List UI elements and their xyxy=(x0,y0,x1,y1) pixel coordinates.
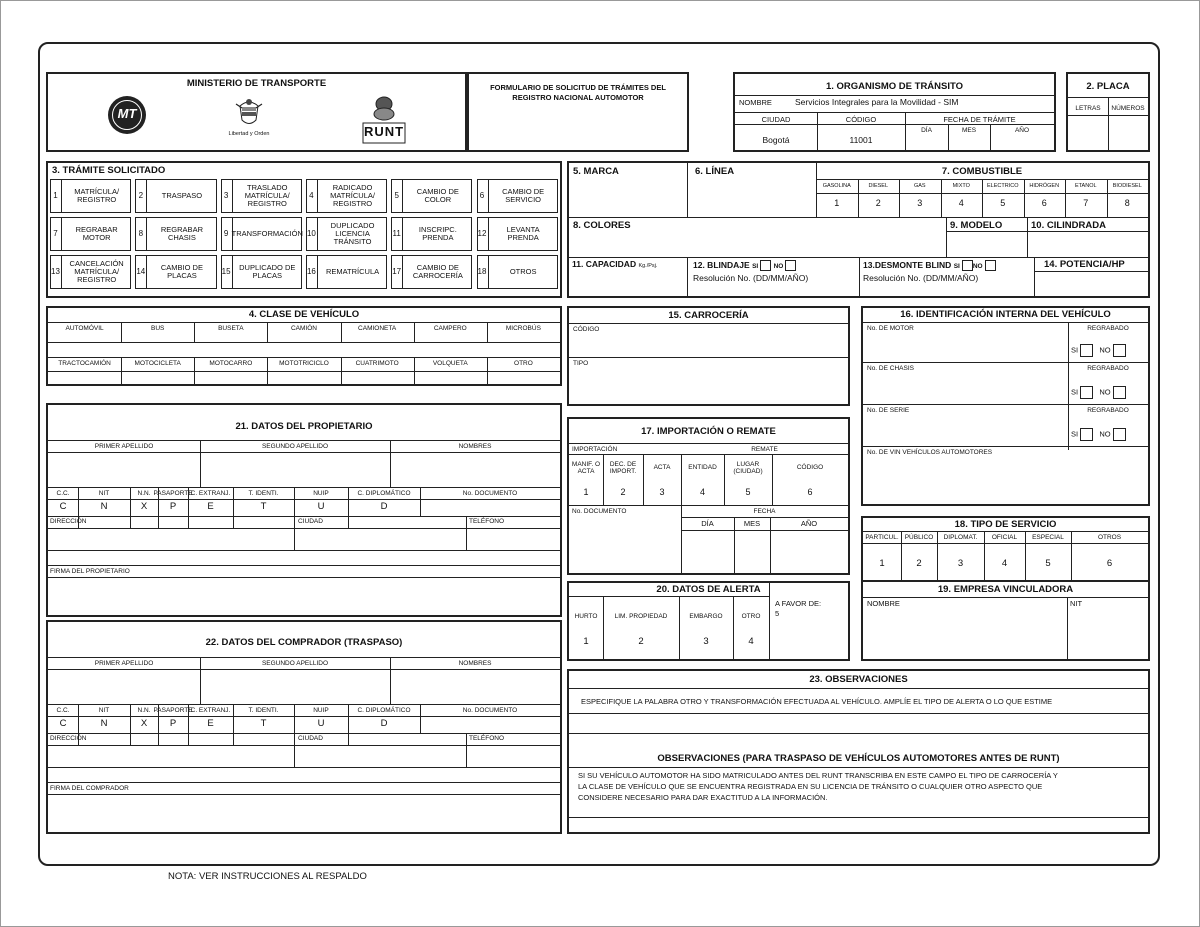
fecha-mes-label: MES xyxy=(961,127,977,134)
tramite-label: REGRABAR CHASIS xyxy=(160,224,203,242)
doc-type-option[interactable]: P xyxy=(169,718,177,730)
grid-row-line xyxy=(48,487,560,488)
tramite-number: 6 xyxy=(477,179,489,213)
primer-apellido-field[interactable] xyxy=(49,453,199,486)
doc-type-label: NUIP xyxy=(313,706,329,714)
nombres-label: NOMBRES xyxy=(458,442,492,450)
doc-type-label: NIT xyxy=(98,706,110,714)
fuel-option[interactable]: 1 xyxy=(834,198,840,209)
addr-col-line xyxy=(466,516,467,550)
chasis-regrabado-label: REGRABADO xyxy=(1087,365,1129,372)
tramite-label: MATRÍCULA/ REGISTRO xyxy=(74,186,120,204)
fuel-label: GASOLINA xyxy=(822,182,851,189)
import-col-label: LUGAR (CIUDAD) xyxy=(733,460,763,475)
tramite-number: 10 xyxy=(306,217,318,251)
tramite-number: 1 xyxy=(50,179,62,213)
doc-type-label: C.C. xyxy=(56,706,70,714)
organismo-title: 1. ORGANISMO DE TRÁNSITO xyxy=(825,81,964,92)
doc-type-option[interactable]: N xyxy=(100,718,108,730)
alerta-option[interactable]: 4 xyxy=(748,635,754,647)
empresa-vinculadora xyxy=(861,580,1150,661)
nota-instrucciones: NOTA: VER INSTRUCCIONES AL RESPALDO xyxy=(168,871,367,882)
form-title-line1: FORMULARIO DE SOLICITUD DE TRÁMITES DEL xyxy=(490,83,666,92)
doc-type-label: C. EXTRANJ. xyxy=(190,706,231,714)
carroceria-codigo-label: CÓDIGO xyxy=(573,326,600,333)
desmonte-si-checkbox[interactable] xyxy=(962,260,973,271)
datos-vehiculo xyxy=(567,161,1150,298)
alerta-label: LIM. PROPIEDAD xyxy=(614,613,668,621)
observaciones-runt-line1: SI SU VEHÍCULO AUTOMOTOR HA SIDO MATRICULADO ANTES DEL RUNT TRANSCRIBA EN ESTE CAMPO EL TIPO DE CARROCERÍA Y xyxy=(578,771,1058,780)
tramite-label: DUPLICADO LICENCIA TRÁNSITO xyxy=(330,220,375,247)
doc-type-option[interactable]: T xyxy=(260,501,267,513)
fuel-label: ELECTRICO xyxy=(987,182,1019,189)
doc-type-option[interactable]: D xyxy=(380,718,388,730)
tramite-title: 3. TRÁMITE SOLICITADO xyxy=(52,165,166,176)
importacion-title: 17. IMPORTACIÓN O REMATE xyxy=(641,426,776,437)
servicio-label: PÚBLICO xyxy=(904,533,934,541)
clase-option[interactable]: AUTOMÓVIL xyxy=(65,324,104,332)
serie-label: No. DE SERIE xyxy=(867,407,910,414)
tramite-number: 12 xyxy=(477,217,489,251)
doc-type-label: T. IDENTI. xyxy=(248,489,279,497)
grid-row-line xyxy=(48,550,560,551)
doc-type-label: C. DIPLOMÁTICO xyxy=(357,706,411,714)
import-option[interactable]: 2 xyxy=(620,487,626,498)
fuel-label: MIXTO xyxy=(952,182,970,189)
datos-alerta xyxy=(567,581,850,661)
tramite-label: CAMBIO DE COLOR xyxy=(416,186,459,204)
propietario-signature-field[interactable] xyxy=(49,578,559,614)
tramite-number: 4 xyxy=(306,179,318,213)
doc-type-option[interactable]: C xyxy=(59,718,67,730)
grid-row-line xyxy=(48,657,560,658)
servicio-row-divider xyxy=(863,543,1148,544)
serie-regrabado: SI NO xyxy=(1071,428,1126,441)
tramite-label: REMATRÍCULA xyxy=(325,266,380,276)
blindaje-resolucion: Resolución No. (DD/MM/AÑO) xyxy=(693,273,809,283)
fuel-option[interactable]: 7 xyxy=(1083,198,1089,209)
import-col-label: ACTA xyxy=(653,464,671,472)
clase-option[interactable]: BUSETA xyxy=(218,324,244,332)
clase-option[interactable]: MOTOCARRO xyxy=(209,359,253,367)
tramite-number: 7 xyxy=(50,217,62,251)
tramite-number: 2 xyxy=(135,179,147,213)
blindaje-si-checkbox[interactable] xyxy=(760,260,771,271)
servicio-option[interactable]: 6 xyxy=(1106,557,1113,569)
colombia-shield-icon xyxy=(234,96,264,128)
servicio-label: PARTICUL. xyxy=(865,533,899,541)
tramite-number: 8 xyxy=(135,217,147,251)
organismo-transito xyxy=(733,72,1056,152)
doc-type-label: N.N. xyxy=(137,489,151,497)
alerta-favor-number: 5 xyxy=(775,609,780,618)
blindaje-label: 12. BLINDAJE SI NO xyxy=(693,260,796,271)
datos-comprador xyxy=(46,620,562,834)
fuel-option[interactable]: 8 xyxy=(1124,198,1130,209)
tramite-number: 5 xyxy=(391,179,403,213)
motor-label: No. DE MOTOR xyxy=(867,325,914,332)
tramite-label: TRANSFORMACIÓN xyxy=(231,228,303,238)
clase-option[interactable]: MICROBÚS xyxy=(505,324,541,332)
segundo-apellido-label: SEGUNDO APELLIDO xyxy=(261,659,329,667)
tramite-label: RADICADO MATRÍCULA/ REGISTRO xyxy=(330,182,375,209)
tramite-label: CAMBIO DE CARROCERÍA xyxy=(412,262,463,280)
tramite-label: TRASLADO MATRÍCULA/ REGISTRO xyxy=(244,182,290,209)
comprador-signature-field[interactable] xyxy=(49,795,559,831)
tramite-number: 16 xyxy=(306,255,318,289)
grid-row-line xyxy=(48,733,560,734)
colores-label: 8. COLORES xyxy=(573,220,631,231)
import-option[interactable]: 3 xyxy=(659,487,665,498)
importacion-remate xyxy=(567,417,850,575)
modelo-label: 9. MODELO xyxy=(950,220,1003,231)
doc-type-option[interactable]: E xyxy=(207,718,214,730)
observaciones-text: ESPECIFIQUE LA PALABRA OTRO Y TRANSFORMACIÓN EFECTUADA AL VEHÍCULO. AMPLÍE EL TIPO DE ALERTA O LO QUE ESTIME xyxy=(581,697,1053,706)
primer-apellido-field[interactable] xyxy=(49,670,199,703)
fuel-label: GAS xyxy=(913,182,926,189)
carroceria-title: 15. CARROCERÍA xyxy=(668,310,749,321)
alerta-option[interactable]: 1 xyxy=(583,635,589,647)
fuel-option[interactable]: 5 xyxy=(1000,198,1006,209)
tramite-number: 18 xyxy=(477,255,489,289)
ministry-header xyxy=(46,72,467,152)
linea-label: 6. LÍNEA xyxy=(695,166,735,177)
placa-title: 2. PLACA xyxy=(1086,81,1130,92)
desmonte-no-checkbox[interactable] xyxy=(985,260,996,271)
tramite-label: CAMBIO DE SERVICIO xyxy=(502,186,545,204)
doc-type-label: PASAPORTE xyxy=(153,706,193,714)
tramite-number: 14 xyxy=(135,255,147,289)
doc-type-label: C. DIPLOMÁTICO xyxy=(357,489,411,497)
fuel-label: ETANOL xyxy=(1074,182,1097,189)
chasis-si-checkbox[interactable] xyxy=(1080,386,1093,399)
observaciones-runt-title: OBSERVACIONES (PARA TRASPASO DE VEHÍCULOS AUTOMOTORES ANTES DE RUNT) xyxy=(657,753,1060,764)
grid-row-line xyxy=(48,745,560,746)
import-option[interactable]: 1 xyxy=(583,487,589,498)
tramite-label: LEVANTA PRENDA xyxy=(506,224,540,242)
observaciones-runt-line2: LA CLASE DE VEHÍCULO QUE SE ENCUENTRA REGISTRADA EN SU LICENCIA DE TRÁNSITO O CUALQUIER OTRO ASPECTO QUE xyxy=(578,782,1043,791)
import-option[interactable]: 5 xyxy=(745,487,751,498)
grid-row-line xyxy=(48,528,560,529)
import-ano: AÑO xyxy=(800,519,818,528)
mt-logo: MT xyxy=(108,96,146,134)
identificacion-title: 16. IDENTIFICACIÓN INTERNA DEL VEHÍCULO xyxy=(900,309,1111,320)
ciudad-value[interactable]: Bogotá xyxy=(762,135,790,145)
observaciones-title: 23. OBSERVACIONES xyxy=(809,674,908,685)
clase-option[interactable]: BUS xyxy=(151,324,165,332)
tipo-servicio xyxy=(861,516,1150,582)
tramite-label: REGRABAR MOTOR xyxy=(75,224,118,242)
carroceria-tipo-label: TIPO xyxy=(573,360,589,367)
tramite-label: TRASPASO xyxy=(161,190,203,200)
fuel-label: HIDRÓGEN xyxy=(1029,182,1060,189)
clase-option[interactable]: CAMIONETA xyxy=(358,324,397,332)
fuel-option[interactable]: 2 xyxy=(875,198,881,209)
addr-col-line xyxy=(466,733,467,767)
marca-label: 5. MARCA xyxy=(573,166,619,177)
empresa-nombre-label: NOMBRE xyxy=(867,599,900,608)
nombre-label: NOMBRE xyxy=(739,98,772,107)
grid-row-line xyxy=(48,565,560,566)
doc-type-label: No. DOCUMENTO xyxy=(462,706,518,714)
doc-type-label: NIT xyxy=(98,489,110,497)
no-documento-field[interactable] xyxy=(421,717,559,732)
ciudad-label: CIUDAD xyxy=(298,518,323,525)
fuel-label: BIODIESEL xyxy=(1112,182,1142,189)
propietario-title: 21. DATOS DEL PROPIETARIO xyxy=(235,421,373,432)
ciudad-label: CIUDAD xyxy=(298,735,323,742)
servicio-title: 18. TIPO DE SERVICIO xyxy=(954,519,1057,530)
grid-row-line xyxy=(48,767,560,768)
doc-type-option[interactable]: E xyxy=(207,501,214,513)
identificacion-interna xyxy=(861,306,1150,506)
servicio-option[interactable]: 3 xyxy=(957,557,964,569)
potencia-label: 14. POTENCIA/HP xyxy=(1044,259,1125,270)
doc-type-option[interactable]: T xyxy=(260,718,267,730)
direccion-label: DIRECCIÓN xyxy=(50,735,87,742)
clase-row-divider xyxy=(48,371,560,372)
doc-type-label: NUIP xyxy=(313,489,329,497)
motor-regrabado: SI NO xyxy=(1071,344,1126,357)
tramite-number: 17 xyxy=(391,255,403,289)
comprador-signature-label: FIRMA DEL COMPRADOR xyxy=(50,785,129,792)
tramite-label: DUPLICADO DE PLACAS xyxy=(239,262,296,280)
fecha-ano-label: AÑO xyxy=(1014,127,1030,134)
runt-logo: RUNT xyxy=(361,94,407,146)
servicio-option[interactable]: 4 xyxy=(1001,557,1008,569)
serie-no-checkbox[interactable] xyxy=(1113,428,1126,441)
ciudad-label: CIUDAD xyxy=(761,115,791,124)
fuel-option[interactable]: 3 xyxy=(917,198,923,209)
clase-option[interactable]: CAMPERO xyxy=(433,324,467,332)
tramite-number: 3 xyxy=(221,179,233,213)
import-no-documento: No. DOCUMENTO xyxy=(572,508,627,515)
serie-si-checkbox[interactable] xyxy=(1080,428,1093,441)
ministry-title: MINISTERIO DE TRANSPORTE xyxy=(186,78,327,89)
clase-row-divider xyxy=(48,342,560,343)
segundo-apellido-field[interactable] xyxy=(201,670,389,703)
telefono-label: TELÉFONO xyxy=(469,735,505,742)
doc-type-label: C. EXTRANJ. xyxy=(190,489,231,497)
nombres-label: NOMBRES xyxy=(458,659,492,667)
segundo-apellido-field[interactable] xyxy=(201,453,389,486)
nombres-field[interactable] xyxy=(391,453,559,486)
tramite-number: 13 xyxy=(50,255,62,289)
addr-col-line xyxy=(294,733,295,767)
combustible-title: 7. COMBUSTIBLE xyxy=(941,166,1023,177)
servicio-label: OTROS xyxy=(1097,533,1122,541)
import-mes: MES xyxy=(743,519,761,528)
alerta-label: EMBARGO xyxy=(689,613,723,621)
cilindrada-label: 10. CILINDRADA xyxy=(1031,220,1106,231)
servicio-option[interactable]: 5 xyxy=(1045,557,1051,569)
motor-si-checkbox[interactable] xyxy=(1080,344,1093,357)
empresa-nit-label: NIT xyxy=(1070,599,1083,608)
import-dia: DÍA xyxy=(701,519,714,528)
doc-type-option[interactable]: U xyxy=(317,501,325,513)
doc-type-option[interactable]: X xyxy=(140,718,148,730)
codigo-label: CÓDIGO xyxy=(845,115,877,124)
organismo-nombre: Servicios Integrales para la Movilidad - SIM xyxy=(795,97,959,107)
segundo-apellido-label: SEGUNDO APELLIDO xyxy=(261,442,329,450)
doc-type-label: No. DOCUMENTO xyxy=(462,489,518,497)
import-col-label: CÓDIGO xyxy=(796,464,824,472)
servicio-option[interactable]: 1 xyxy=(879,557,885,569)
grid-row-line xyxy=(48,516,560,517)
addr-col-line xyxy=(294,516,295,550)
clase-option[interactable]: VOLQUETA xyxy=(432,359,468,367)
clase-option[interactable]: MOTOTRICICLO xyxy=(279,359,329,367)
form-title-line2: REGISTRO NACIONAL AUTOMOTOR xyxy=(512,93,644,102)
grid-row-line xyxy=(48,440,560,441)
fecha-dia-label: DÍA xyxy=(921,127,932,134)
fuel-option[interactable]: 4 xyxy=(958,198,964,209)
fuel-option[interactable]: 6 xyxy=(1041,198,1047,209)
tramite-label: CANCELACIÓN MATRÍCULA/ REGISTRO xyxy=(69,258,124,285)
capacidad-label: 11. CAPACIDAD Kg./Psj. xyxy=(572,259,658,269)
servicio-label: OFICIAL xyxy=(991,533,1018,541)
propietario-signature-label: FIRMA DEL PROPIETARIO xyxy=(50,568,130,575)
nombres-field[interactable] xyxy=(391,670,559,703)
tramite-label: CAMBIO DE PLACAS xyxy=(160,262,203,280)
servicio-label: ESPECIAL xyxy=(1032,533,1064,541)
primer-apellido-label: PRIMER APELLIDO xyxy=(94,442,154,450)
remate-label: REMATE xyxy=(751,446,778,453)
import-option[interactable]: 4 xyxy=(699,487,705,498)
doc-type-option[interactable]: U xyxy=(317,718,325,730)
vin-label: No. DE VIN VEHÍCULOS AUTOMOTORES xyxy=(867,449,993,456)
clase-option[interactable]: OTRO xyxy=(514,359,533,367)
fecha-tramite-label: FECHA DE TRÁMITE xyxy=(943,115,1016,124)
chasis-regrabado: SI NO xyxy=(1071,386,1126,399)
empresa-title: 19. EMPRESA VINCULADORA xyxy=(937,584,1074,595)
direccion-label: DIRECCIÓN xyxy=(50,518,87,525)
clase-option[interactable]: MOTOCICLETA xyxy=(134,359,181,367)
import-col-label: ENTIDAD xyxy=(688,464,717,472)
no-documento-field[interactable] xyxy=(421,500,559,515)
grid-row-line xyxy=(48,782,560,783)
doc-type-option[interactable]: N xyxy=(100,501,108,513)
fuel-row-divider xyxy=(816,193,1148,194)
motor-no-checkbox[interactable] xyxy=(1113,344,1126,357)
clase-vehiculo xyxy=(46,306,562,386)
fuel-label: DIESEL xyxy=(868,182,889,189)
import-option[interactable]: 6 xyxy=(807,487,813,498)
grid-row-line xyxy=(48,704,560,705)
observaciones-runt-line3: CONSIDERE NECESARIO PARA DAR EXACTITUD A LA INFORMACIÓN. xyxy=(578,793,828,802)
alerta-option[interactable]: 2 xyxy=(638,635,644,647)
comprador-title: 22. DATOS DEL COMPRADOR (TRASPASO) xyxy=(205,637,403,648)
doc-type-label: N.N. xyxy=(137,706,151,714)
doc-type-option[interactable]: X xyxy=(140,501,148,513)
alerta-title: 20. DATOS DE ALERTA xyxy=(656,584,761,595)
codigo-value[interactable]: 11001 xyxy=(849,135,873,145)
servicio-label: DIPLOMAT. xyxy=(943,533,978,541)
carroceria xyxy=(567,306,850,406)
tramite-solicitado xyxy=(46,161,562,298)
doc-type-option[interactable]: P xyxy=(169,501,177,513)
doc-type-label: C.C. xyxy=(56,489,70,497)
doc-type-option[interactable]: C xyxy=(59,501,67,513)
alerta-favor-label: A FAVOR DE: xyxy=(775,599,822,608)
tramite-label: OTROS xyxy=(509,266,537,276)
doc-type-label: T. IDENTI. xyxy=(248,706,279,714)
chasis-label: No. DE CHASIS xyxy=(867,365,914,372)
shield-caption: Libertad y Orden xyxy=(228,131,270,137)
serie-regrabado-label: REGRABADO xyxy=(1087,407,1129,414)
telefono-label: TELÉFONO xyxy=(469,518,505,525)
desmonte-resolucion: Resolución No. (DD/MM/AÑO) xyxy=(863,273,979,283)
datos-propietario xyxy=(46,403,562,617)
import-col-label: DEC. DE IMPORT. xyxy=(609,460,637,475)
alerta-label: OTRO xyxy=(741,613,761,621)
tramite-number: 9 xyxy=(221,217,233,251)
importacion-label: IMPORTACIÓN xyxy=(572,446,618,453)
placa-letras-label: LETRAS xyxy=(1075,105,1101,112)
placa-numeros-label: NÚMEROS xyxy=(1111,105,1145,112)
clase-title: 4. CLASE DE VEHÍCULO xyxy=(248,309,360,320)
motor-regrabado-label: REGRABADO xyxy=(1087,325,1129,332)
tramite-number: 15 xyxy=(221,255,233,289)
blindaje-no-checkbox[interactable] xyxy=(785,260,796,271)
alerta-label: HURTO xyxy=(574,613,598,621)
desmonte-label: 13.DESMONTE BLIND SI NO xyxy=(863,260,996,271)
tramite-number: 11 xyxy=(391,217,403,251)
chasis-no-checkbox[interactable] xyxy=(1113,386,1126,399)
observaciones xyxy=(567,669,1150,834)
import-fecha: FECHA xyxy=(753,508,776,515)
clase-option[interactable]: CAMIÓN xyxy=(290,324,317,332)
doc-type-option[interactable]: D xyxy=(380,501,388,513)
doc-type-label: PASAPORTE xyxy=(153,489,193,497)
form-title-box xyxy=(467,72,689,152)
tramite-label: INSCRIPC. PRENDA xyxy=(418,224,457,242)
clase-option[interactable]: CUATRIMOTO xyxy=(355,359,399,367)
import-col-label: MANIF. O ACTA xyxy=(571,460,601,475)
servicio-option[interactable]: 2 xyxy=(916,557,922,569)
primer-apellido-label: PRIMER APELLIDO xyxy=(94,659,154,667)
clase-option[interactable]: TRACTOCAMIÓN xyxy=(58,359,111,367)
placa-box xyxy=(1066,72,1150,152)
alerta-option[interactable]: 3 xyxy=(703,635,709,647)
